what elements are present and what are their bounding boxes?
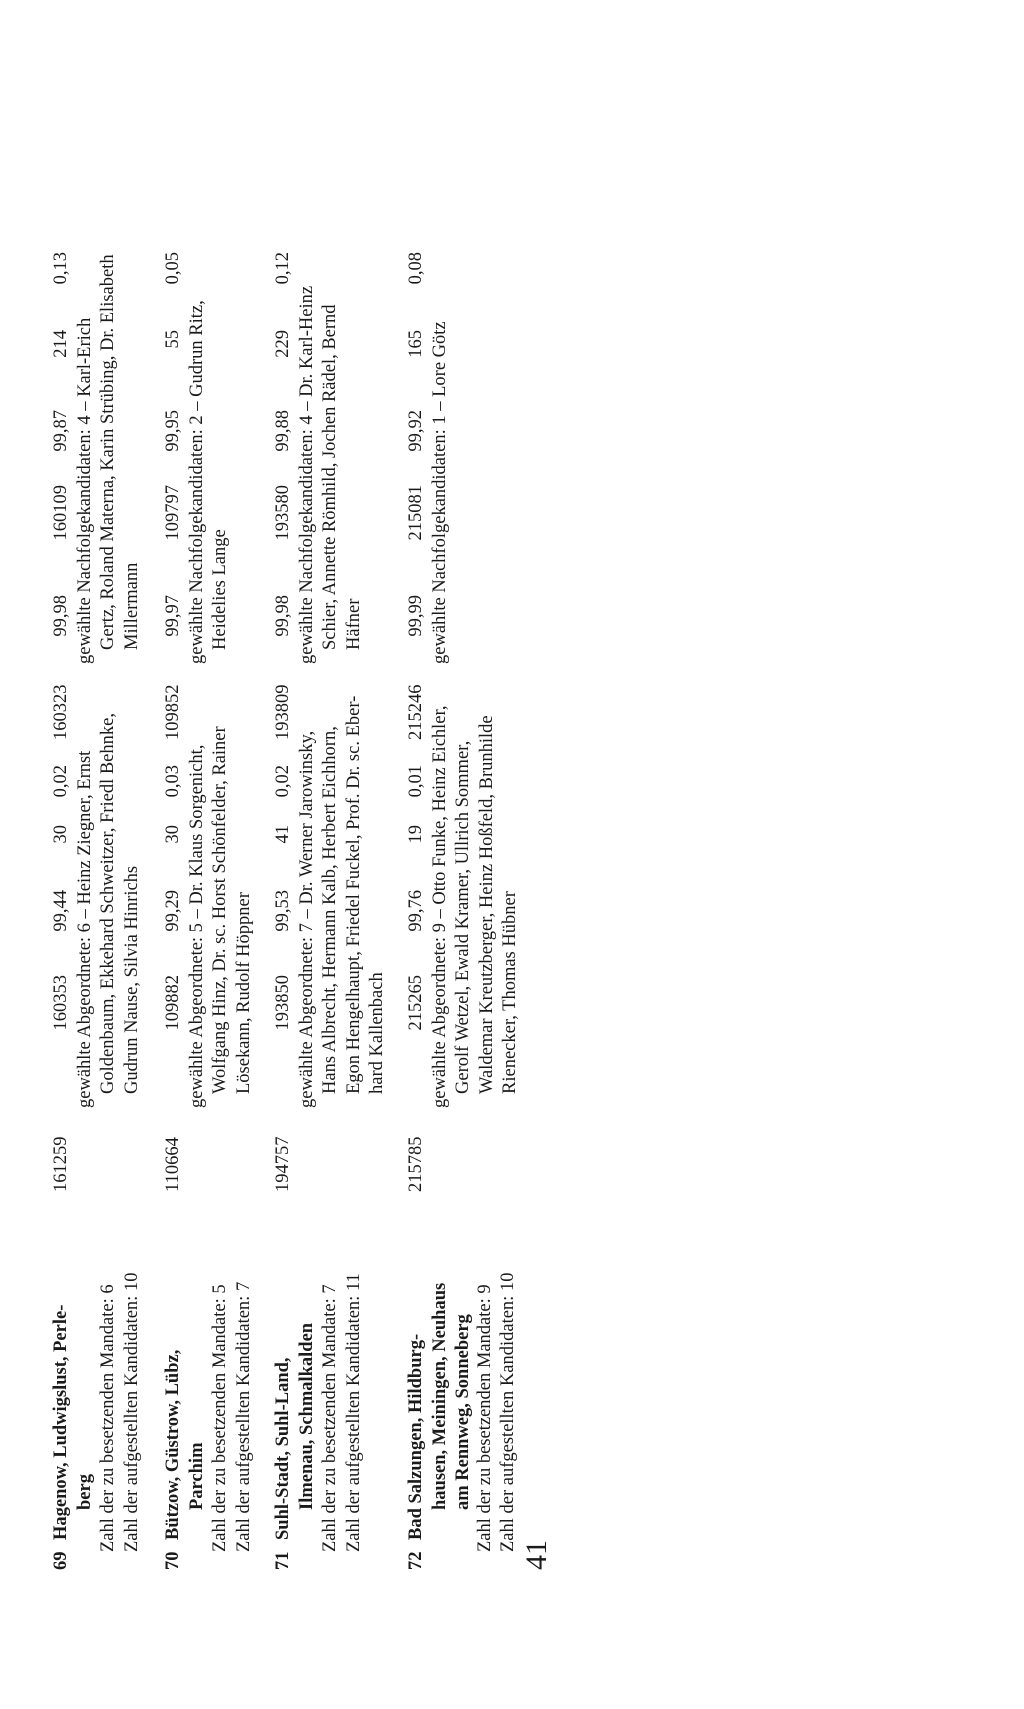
valid-votes: 109882 [163, 975, 183, 1031]
district-number: 72 [406, 1551, 426, 1570]
successors-line: Schier, Annette Römhild, Jochen Rädel, Bernd [320, 304, 340, 650]
elected-deputies [186, 726, 257, 1108]
district-title [162, 1210, 209, 1570]
turnout-percent-2: 99,97 [163, 595, 183, 637]
district-name-line: am Rennweg, Sonneberg [453, 1314, 473, 1510]
district-name-line: berg [74, 1474, 95, 1510]
district-name-line: Bützow, Güstrow, Lübz, [163, 1349, 183, 1540]
no-percent: 0,02 [51, 765, 71, 798]
deputies-line: hard Kallenbach [367, 972, 387, 1094]
district-number: 70 [163, 1551, 183, 1570]
yes-percent: 99,53 [273, 890, 293, 932]
district-name-line: Suhl-Stadt, Suhl-Land, [273, 1357, 293, 1540]
district-name-line: hausen, Meiningen, Neuhaus [429, 1282, 450, 1510]
successors-line: gewählte Nachfolgekandidaten: 4 – Karl-Erich [74, 317, 95, 664]
elected-deputies [429, 705, 523, 1108]
successors-line: Häfner [343, 598, 364, 650]
successors-line: Heidelies Lange [210, 529, 230, 650]
eligible-voters: 110664 [163, 1137, 183, 1192]
district-name-line: Hagenow, Ludwigslust, Perle- [51, 1304, 71, 1540]
district-name [405, 1210, 476, 1570]
turnout-percent-2: 99,98 [273, 595, 293, 637]
eligible-voters-2: 109852 [163, 684, 183, 740]
valid-votes: 193850 [273, 975, 293, 1031]
eligible-voters-2: 193809 [273, 684, 293, 740]
valid-votes: 160353 [51, 975, 71, 1031]
deputies-line: gewählte Abgeordnete: 6 – Heinz Ziegner, Ernst [74, 750, 95, 1108]
turnout-percent-2: 99,98 [51, 595, 71, 637]
eligible-voters-2: 215246 [406, 684, 426, 740]
district-name [272, 1210, 319, 1570]
successors-line: Millermann [121, 562, 142, 650]
elected-successors [429, 244, 453, 664]
elected-successors [74, 244, 145, 664]
eligible-voters: 161259 [51, 1136, 71, 1192]
district-name [50, 1210, 97, 1570]
seats-count: Zahl der zu besetzenden Mandate: 6 [98, 1284, 118, 1552]
yes-percent-2: 99,95 [163, 410, 183, 452]
seats-count: Zahl der zu besetzenden Mandate: 9 [474, 1284, 495, 1552]
no-votes-2: 214 [51, 330, 71, 358]
no-votes-2: 165 [406, 330, 426, 358]
no-votes-2: 55 [163, 330, 183, 349]
deputies-line: Goldenbaum, Ekkehard Schweitzer, Friedl Behnke, [98, 713, 118, 1094]
candidates-count: Zahl der aufgestellten Kandidaten: 7 [233, 1281, 254, 1552]
yes-percent-2: 99,87 [51, 410, 71, 452]
successors-line: gewählte Nachfolgekandidaten: 4 – Dr. Karl-Heinz [296, 285, 317, 664]
no-percent-2: 0,05 [163, 252, 183, 285]
deputies-line: Egon Hengelhaupt, Friedel Fuckel, Prof. Dr. sc. Eber- [343, 695, 364, 1094]
yes-percent: 99,76 [406, 890, 426, 932]
district-name-line: Ilmenau, Schmalkalden [296, 1322, 317, 1510]
no-votes: 41 [273, 825, 293, 844]
deputies-line: gewählte Abgeordnete: 5 – Dr. Klaus Sorgenicht, [186, 744, 207, 1108]
valid-votes-2: 160109 [51, 485, 71, 541]
deputies-line: Rienecker, Thomas Hübner [500, 891, 520, 1094]
no-votes: 19 [406, 825, 426, 844]
seats-count: Zahl der zu besetzenden Mandate: 7 [320, 1284, 340, 1552]
deputies-line: Wolfgang Hinz, Dr. sc. Horst Schönfelder, Rainer [210, 726, 230, 1094]
no-percent: 0,02 [273, 765, 293, 798]
district-name-line: Parchim [186, 1442, 207, 1510]
district-name [162, 1210, 209, 1570]
page-number: 41 [520, 1540, 553, 1570]
elected-successors [186, 244, 233, 664]
candidates-count: Zahl der aufgestellten Kandidaten: 10 [121, 1272, 142, 1552]
candidates-count: Zahl der aufgestellten Kandidaten: 11 [343, 1273, 364, 1552]
district-entry [162, 90, 280, 1570]
district-number: 71 [273, 1551, 293, 1570]
district-entry [50, 90, 168, 1570]
deputies-line: Gerolf Wetzel, Ewald Kramer, Ullrich Sommer, [453, 740, 473, 1094]
district-name-line: Bad Salzungen, Hildburg- [406, 1333, 426, 1540]
no-votes-2: 229 [273, 330, 293, 358]
candidates-count: Zahl der aufgestellten Kandidaten: 10 [498, 1272, 518, 1552]
yes-percent: 99,29 [163, 890, 183, 932]
valid-votes-2: 215081 [406, 485, 426, 541]
district-title [405, 1210, 476, 1570]
no-percent-2: 0,12 [273, 252, 293, 285]
deputies-line: Hans Albrecht, Hermann Kalb, Herbert Eichhorn, [320, 726, 340, 1094]
eligible-voters: 215785 [406, 1136, 426, 1192]
elected-deputies [296, 695, 390, 1108]
no-percent-2: 0,13 [51, 252, 71, 285]
yes-percent-2: 99,92 [406, 410, 426, 452]
no-votes: 30 [163, 825, 183, 844]
valid-votes-2: 109797 [163, 485, 183, 541]
successors-line: gewählte Nachfolgekandidaten: 2 – Gudrun Ritz, [186, 300, 207, 664]
elected-deputies [74, 713, 145, 1108]
valid-votes: 215265 [406, 975, 426, 1031]
yes-percent-2: 99,88 [273, 410, 293, 452]
eligible-voters-2: 160323 [51, 684, 71, 740]
yes-percent: 99,44 [51, 890, 71, 932]
no-percent: 0,03 [163, 765, 183, 798]
district-number: 69 [51, 1551, 71, 1570]
no-percent-2: 0,08 [406, 252, 426, 285]
deputies-line: Gudrun Nause, Silvia Hinrichs [121, 865, 142, 1094]
successors-line: Gertz, Roland Materna, Karin Strübing, Dr. Elisabeth [98, 254, 118, 650]
seats-count: Zahl der zu besetzenden Mandate: 5 [210, 1284, 230, 1552]
district-entry [405, 90, 523, 1570]
rotated-table [50, 90, 590, 1570]
deputies-line: Waldemar Kreutzberger, Heinz Hoßfeld, Brunhilde [476, 715, 497, 1094]
elected-successors [296, 244, 367, 664]
no-votes: 30 [51, 825, 71, 844]
district-title [50, 1210, 97, 1570]
successors-line: gewählte Nachfolgekandidaten: 1 – Lore Götz [429, 321, 450, 664]
valid-votes-2: 193580 [273, 485, 293, 541]
deputies-line: gewählte Abgeordnete: 9 – Otto Funke, Heinz Eichler, [429, 705, 450, 1108]
eligible-voters: 194757 [273, 1136, 293, 1192]
no-percent: 0,01 [406, 765, 426, 798]
district-title [272, 1210, 319, 1570]
turnout-percent-2: 99,99 [406, 595, 426, 637]
deputies-line: Lösekann, Rudolf Höppner [233, 892, 254, 1094]
deputies-line: gewählte Abgeordnete: 7 – Dr. Werner Jarowinsky, [296, 730, 317, 1108]
district-entry [272, 90, 390, 1570]
